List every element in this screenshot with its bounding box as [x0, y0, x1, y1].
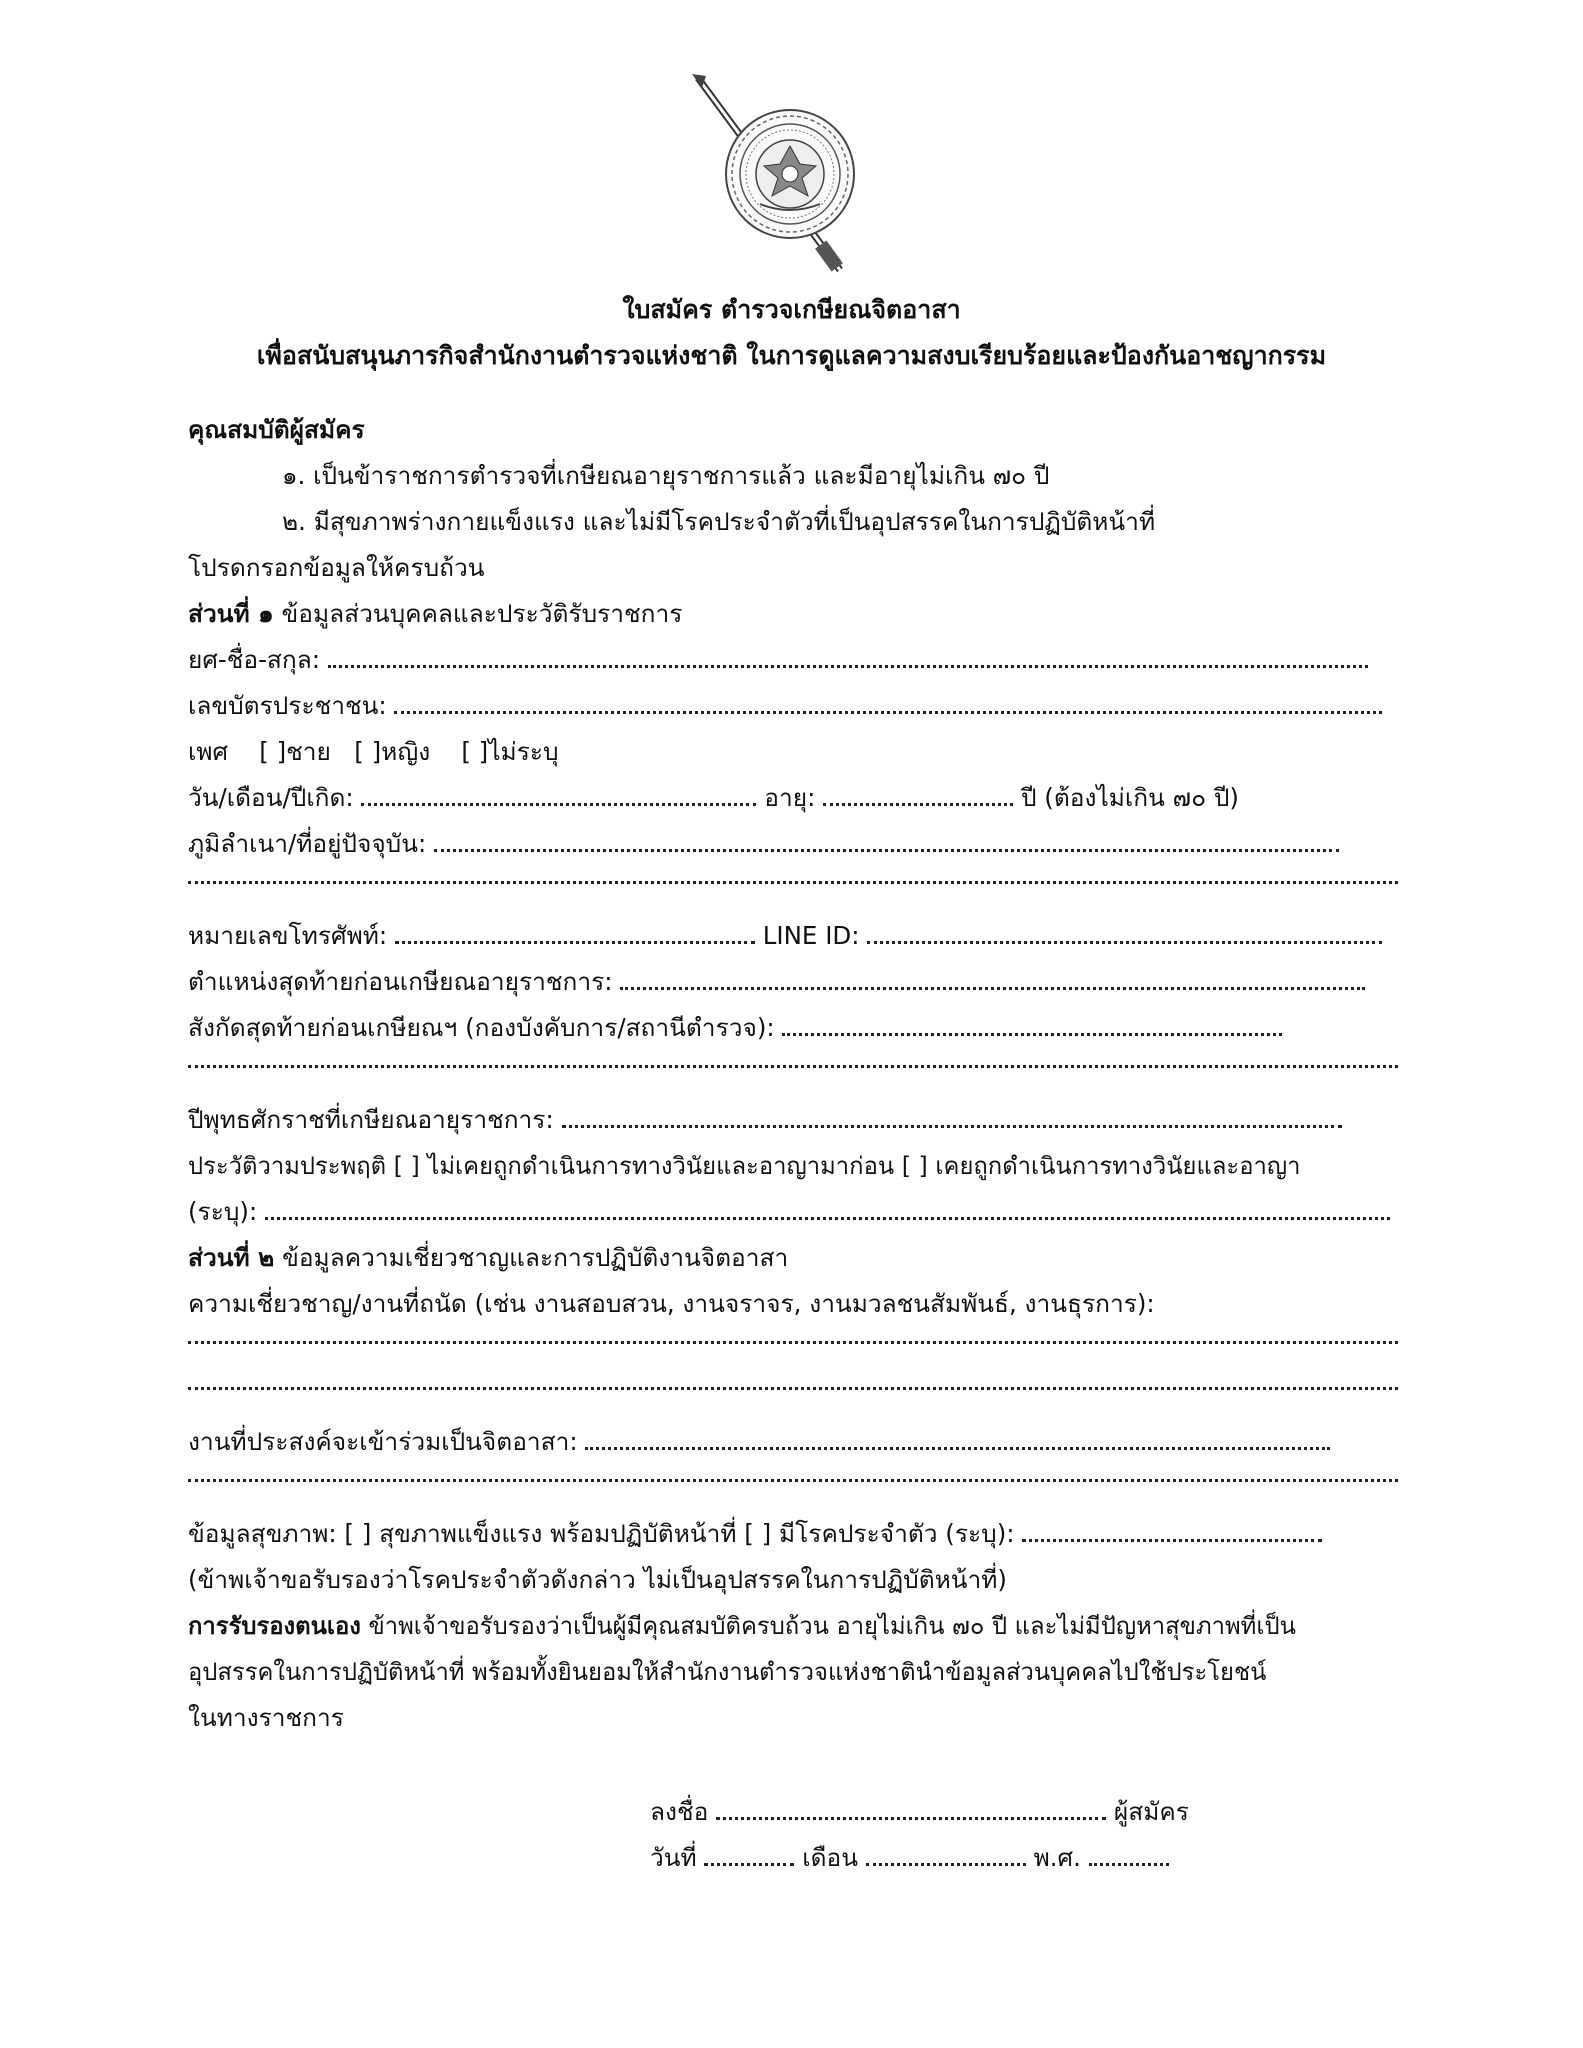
desired-work-blank[interactable] — [585, 1429, 1330, 1450]
health-note: (ข้าพเจ้าขอรับรองว่าโรคประจำตัวดังกล่าว ไม่เป็นอุปสรรคในการปฏิบัติหน้าที่) — [188, 1565, 1007, 1594]
part2-heading-number: ส่วนที่ ๒ — [188, 1243, 275, 1272]
conduct-history[interactable]: ประวัติวามประพฤติ [ ] ไม่เคยถูกดำเนินการทางวินัยและอาญามาก่อน [ ] เคยถูกดำเนินการทางวินัยและอาญา — [188, 1152, 1301, 1180]
qualifications-heading: คุณสมบัติผู้สมัคร — [188, 415, 365, 444]
line-id-blank[interactable] — [867, 923, 1382, 944]
gender-label: เพศ — [188, 737, 229, 766]
last-position-label: ตำแหน่งสุดท้ายก่อนเกษียณอายุราชการ: — [188, 967, 613, 996]
gender-male-checkbox[interactable]: [ ]ชาย — [259, 737, 331, 766]
part1-heading-number: ส่วนที่ ๑ — [188, 599, 274, 628]
qualification-item-1: ๑. เป็นข้าราชการตำรวจที่เกษียณอายุราชการแล้ว และมีอายุไม่เกิน ๗๐ ปี — [282, 461, 1050, 490]
conduct-specify-blank[interactable] — [265, 1199, 1390, 1220]
certification-line-3: ในทางราชการ — [188, 1703, 344, 1732]
gender-unspecified-checkbox[interactable]: [ ]ไม่ระบุ — [461, 737, 559, 766]
desired-work-blank-line-2[interactable] — [188, 1475, 1398, 1482]
phone-blank[interactable] — [395, 923, 755, 944]
qualification-item-2: ๒. มีสุขภาพร่างกายแข็งแรง และไม่มีโรคประจำตัวที่เป็นอุปสรรคในการปฏิบัติหน้าที่ — [282, 507, 1156, 536]
address-label: ภูมิลำเนา/ที่อยู่ปัจจุบัน: — [188, 829, 427, 858]
retire-year-label: ปีพุทธศักราชที่เกษียณอายุราชการ: — [188, 1105, 554, 1134]
id-card-blank[interactable] — [394, 693, 1382, 714]
age-note: ปี (ต้องไม่เกิน ๗๐ ปี) — [1020, 783, 1239, 812]
id-card-label: เลขบัตรประชาชน: — [188, 691, 387, 720]
date-label: วันที่ — [650, 1843, 697, 1872]
gender-field — [188, 734, 1398, 770]
desired-work-label: งานที่ประสงค์จะเข้าร่วมเป็นจิตอาสา: — [188, 1427, 578, 1456]
certification-text-1: ข้าพเจ้าขอรับรองว่าเป็นผู้มีคุณสมบัติครบถ้วน อายุไม่เกิน ๗๐ ปี และไม่มีปัญหาสุขภาพที่เป็น — [360, 1612, 1296, 1640]
gender-female-checkbox[interactable]: [ ]หญิง — [354, 737, 431, 766]
expertise-blank-line-1[interactable] — [188, 1337, 1398, 1344]
form-title: ใบสมัคร ตำรวจเกษียณจิตอาสา — [622, 295, 961, 324]
sign-date-field[interactable] — [650, 1840, 1169, 1876]
address-field[interactable] — [188, 826, 1398, 862]
applicant-label: ผู้สมัคร — [1113, 1797, 1189, 1826]
dob-age-field[interactable] — [188, 780, 1398, 816]
name-field[interactable] — [188, 642, 1398, 678]
health-specify-blank[interactable] — [1022, 1521, 1322, 1542]
line-id-label: LINE ID: — [762, 921, 860, 950]
month-blank[interactable] — [866, 1845, 1026, 1866]
certification-heading: การรับรองตนเอง — [188, 1612, 361, 1640]
last-unit-blank[interactable] — [782, 1015, 1282, 1036]
last-unit-blank-line-2[interactable] — [188, 1061, 1398, 1068]
name-label: ยศ-ชื่อ-สกุล: — [188, 645, 320, 674]
part2-heading-text: ข้อมูลความเชี่ยวชาญและการปฏิบัติงานจิตอาสา — [274, 1243, 789, 1272]
address-blank-line-2[interactable] — [188, 877, 1398, 884]
certification-line-1 — [188, 1608, 1398, 1644]
part1-heading — [188, 596, 1398, 632]
age-blank[interactable] — [823, 785, 1013, 806]
fill-instruction: โปรดกรอกข้อมูลให้ครบถ้วน — [188, 553, 485, 582]
name-blank[interactable] — [328, 647, 1368, 668]
last-unit-label: สังกัดสุดท้ายก่อนเกษียณฯ (กองบังคับการ/สถานีตำรวจ): — [188, 1013, 775, 1042]
certification-line-2: อุปสรรคในการปฏิบัติหน้าที่ พร้อมทั้งยินยอมให้สำนักงานตำรวจแห่งชาตินำข้อมูลส่วนบุคคลไปใช้ประโยชน์ — [188, 1658, 1267, 1686]
retire-year-field[interactable] — [188, 1102, 1398, 1138]
conduct-specify-field[interactable] — [188, 1194, 1398, 1230]
health-field[interactable] — [188, 1516, 1398, 1552]
phone-label: หมายเลขโทรศัพท์: — [188, 921, 388, 950]
address-blank[interactable] — [434, 831, 1339, 852]
form-subtitle: เพื่อสนับสนุนภารกิจสำนักงานตำรวจแห่งชาติ ในการดูแลความสงบเรียบร้อยและป้องกันอาชญากรรม — [256, 341, 1327, 370]
desired-work-field[interactable] — [188, 1424, 1398, 1460]
expertise-blank-line-2[interactable] — [188, 1383, 1398, 1390]
part2-heading — [188, 1240, 1398, 1276]
signature-field[interactable] — [650, 1794, 1189, 1830]
health-options[interactable]: ข้อมูลสุขภาพ: [ ] สุขภาพแข็งแรง พร้อมปฏิบัติหน้าที่ [ ] มีโรคประจำตัว (ระบุ): — [188, 1519, 1015, 1548]
dob-blank[interactable] — [361, 785, 756, 806]
last-position-field[interactable] — [188, 964, 1398, 1000]
retire-year-blank[interactable] — [562, 1107, 1342, 1128]
age-label: อายุ: — [764, 783, 816, 812]
last-unit-field[interactable] — [188, 1010, 1398, 1046]
phone-line-field[interactable] — [188, 918, 1398, 954]
id-card-field[interactable] — [188, 688, 1398, 724]
expertise-label: ความเชี่ยวชาญ/งานที่ถนัด (เช่น งานสอบสวน, งานจราจร, งานมวลชนสัมพันธ์, งานธุรการ): — [188, 1289, 1155, 1318]
day-blank[interactable] — [704, 1845, 794, 1866]
dob-label: วัน/เดือน/ปีเกิด: — [188, 783, 354, 812]
last-position-blank[interactable] — [620, 969, 1365, 990]
year-label: พ.ศ. — [1033, 1843, 1081, 1872]
signature-blank[interactable] — [716, 1799, 1106, 1820]
month-label: เดือน — [802, 1843, 858, 1872]
part1-heading-text: ข้อมูลส่วนบุคคลและประวัติรับราชการ — [273, 599, 683, 628]
conduct-specify-label: (ระบุ): — [188, 1197, 258, 1226]
police-emblem-icon — [690, 74, 890, 274]
sign-label: ลงชื่อ — [650, 1797, 709, 1826]
year-blank[interactable] — [1089, 1845, 1169, 1866]
